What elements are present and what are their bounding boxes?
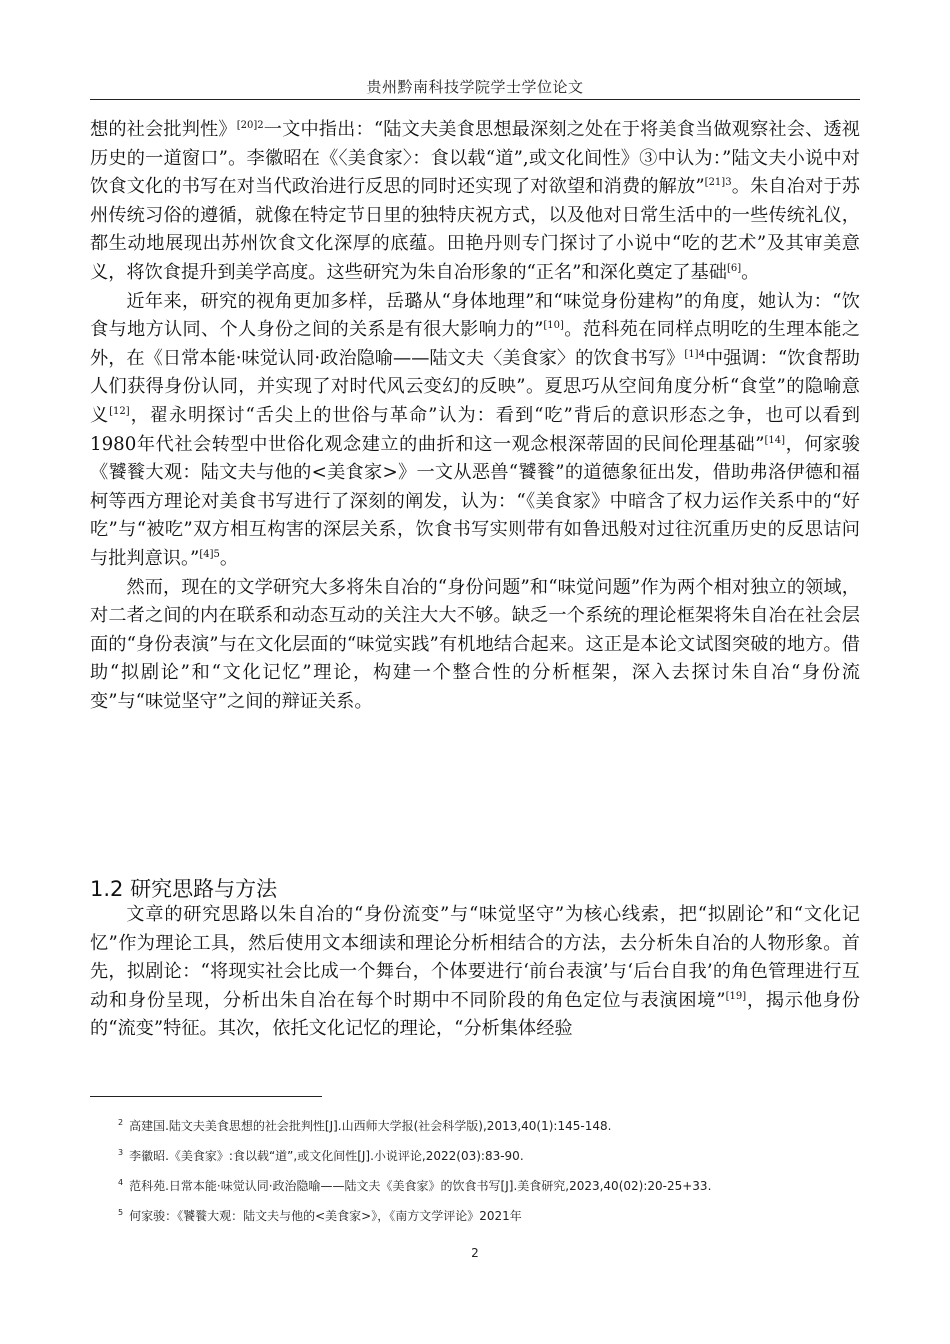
citation-ref: [6]: [726, 262, 742, 274]
body-text-section: [90, 901, 860, 1044]
paragraph-2-text-f: 。: [219, 547, 239, 569]
footnote-text: 李徽昭.《美食家》:食以载“道”,或文化间性[J].小说评论,2022(03):83-90.: [129, 1149, 524, 1163]
footnote-mark: 2: [118, 1118, 124, 1127]
footnote-item: [118, 1173, 858, 1203]
footnote-mark: 4: [118, 1178, 124, 1187]
paragraph-1-text-c: 。朱自冶对于苏州传统习俗的遵循，就像在特定节日里的独特庆祝方式，以及他对日常生活中的一些传统礼仪，都生动地展现出苏州饮食文化深厚的底蕴。田艳丹则专门探讨了小说中“吃的艺术”及其审美意义，将饮食提升到美学高度。这些研究为朱自冶形象的“正名”和深化奠定了基础: [90, 176, 860, 283]
footnote-item: [118, 1143, 858, 1173]
paragraph-2-text-a: 近年来，研究的视角更加多样，岳璐从“身体地理”和“味觉身份建构”的角度，她认为：“饮食与地方认同、个人身份之间的关系是有很大影响力的”: [90, 290, 860, 341]
paragraph-1: [90, 116, 860, 288]
footnote-text: 高建国.陆文夫美食思想的社会批判性[J].山西师大学报(社会科学版),2013,40(1):145-148.: [129, 1119, 612, 1133]
body-text-top: [90, 116, 860, 716]
footnote-divider: [90, 1096, 322, 1097]
citation-ref: [21]3: [704, 177, 732, 189]
paragraph-1-text-d: 。: [741, 261, 760, 283]
paragraph-2-text-d: ，翟永明探讨“舌尖上的世俗与革命”认为：看到“吃”背后的意识形态之争，也可以看到1980年代社会转型中世俗化观念建立的曲折和这一观念根深蒂固的民间伦理基础”: [90, 404, 860, 455]
paragraph-3: 然而，现在的文学研究大多将朱自冶的“身份问题”和“味觉问题”作为两个相对独立的领域，对二者之间的内在联系和动态互动的关注大大不够。缺乏一个系统的理论框架将朱自冶在社会层面的“身份表演”与在文化层面的“味觉实践”有机地结合起来。这正是本论文试图突破的地方。借助“拟剧论”和“文化记忆”理论，构建一个整合性的分析框架，深入去探讨朱自冶“身份流变”与“味觉坚守”之间的辩证关系。: [90, 576, 860, 712]
footnotes: [118, 1113, 858, 1233]
paragraph-4-text-a: 文章的研究思路以朱自冶的“身份流变”与“味觉坚守”为核心线索，把“拟剧论”和“文化记忆”作为理论工具，然后使用文本细读和理论分析相结合的方法，去分析朱自冶的人物形象。首先，拟剧论：“将现实社会比成一个舞台，个体要进行‘前台表演’与‘后台自我’的角色管理进行互动和身份呈现，分析出朱自冶在每个时期中不同阶段的角色定位与表演困境”: [90, 904, 860, 1011]
header-divider: [90, 99, 860, 100]
paragraph-4-text-b: ，揭示他身份的“流变”特征。其次，依托文化记忆的理论，“分析集体经验: [90, 989, 860, 1040]
paragraph-2: [90, 288, 860, 574]
citation-ref: [1]4: [684, 348, 705, 360]
citation-ref: [4]5: [199, 548, 220, 560]
paragraph-1-text-a: 想的社会批判性》: [90, 119, 237, 140]
footnote-mark: 3: [118, 1148, 124, 1157]
footnote-item: [118, 1113, 858, 1143]
paragraph-2-text-c: 中强调：“饮食帮助人们获得身份认同，并实现了对时代风云变幻的反映”。夏思巧从空间角度分析“食堂”的隐喻意义: [90, 347, 860, 426]
citation-ref: [14]: [764, 434, 786, 446]
citation-ref: [20]2: [236, 119, 264, 131]
section-heading: 1.2 研究思路与方法: [90, 877, 278, 902]
paragraph-2-text-e: ，何家骏《饕餮大观：陆文夫与他的<美食家>》一文从恶兽“饕餮”的道德象征出发，借助弗洛伊德和福柯等西方理论对美食书写进行了深刻的阐发，认为：“《美食家》中暗含了权力运作关系中的“好吃”与“被吃”双方相互构害的深层关系，饮食书写实则带有如鲁迅般对过往沉重历史的反思诘问与批判意识。”: [90, 433, 860, 569]
paragraph-2-text-b: 。范科苑在同样点明吃的生理本能之外，在《日常本能·味觉认同·政治隐喻——陆文夫〈美食家〉的饮食书写》: [90, 319, 860, 369]
citation-ref: [19]: [725, 990, 747, 1002]
footnote-item: [118, 1203, 858, 1233]
page-number: 2: [471, 1246, 479, 1260]
citation-ref: [12]: [109, 405, 130, 417]
paragraph-4: [90, 901, 860, 1044]
footnote-mark: 5: [118, 1208, 124, 1217]
citation-ref: [10]: [543, 320, 564, 332]
paragraph-1-text-b: 一文中指出：“陆文夫美食思想最深刻之处在于将美食当做观察社会、透视历史的一道窗口”。李徽昭在《〈美食家〉：食以载“道”,或文化间性》③中认为：”陆文夫小说中对饮食文化的书写在对当代政治进行反思的同时还实现了对欲望和消费的解放”: [90, 119, 860, 198]
footnote-text: 范科苑.日常本能·味觉认同·政治隐喻——陆文夫《美食家》的饮食书写[J].美食研究,2023,40(02):20-25+33.: [129, 1179, 712, 1193]
footnote-text: 何家骏：《饕餮大观：陆文夫与他的<美食家>》，《南方文学评论》2021年: [129, 1209, 522, 1223]
running-header-title: 贵州黔南科技学院学士学位论文: [366, 78, 584, 96]
